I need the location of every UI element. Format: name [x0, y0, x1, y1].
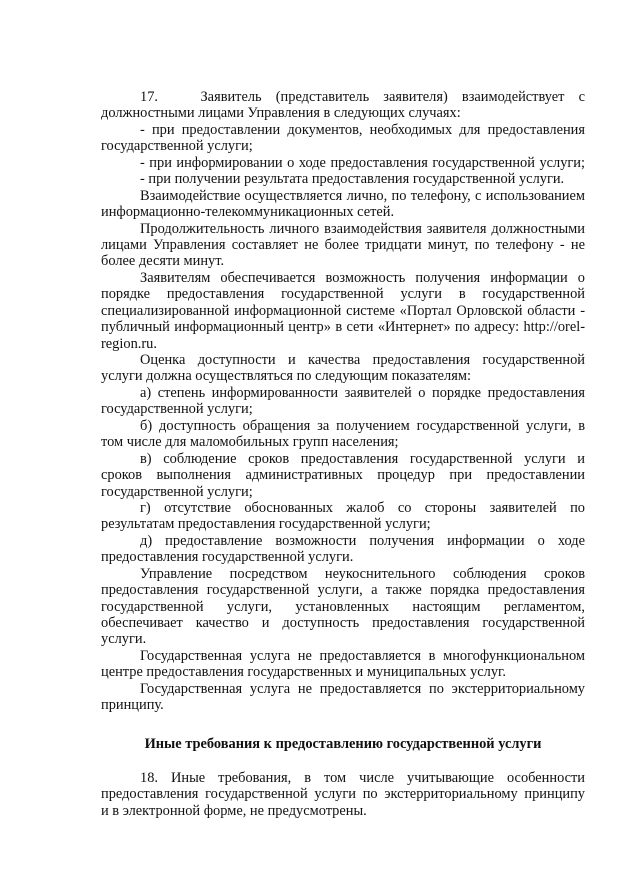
section-17-line: принципу. — [101, 697, 164, 714]
section-17-body — [101, 89, 585, 714]
section-17-line: Государственная услуга не предоставляется в многофункциональном — [140, 647, 585, 664]
section-17-line: - при предоставлении документов, необходимых для предоставления — [140, 121, 585, 138]
section-17-line: специализированной информационной системе «Портал Орловской области - — [101, 302, 585, 319]
section-17-line: Государственная услуга не предоставляется по экстерриториальному — [140, 680, 585, 697]
section-17-line: государственной услуги; — [101, 401, 253, 418]
section-17-line: а) степень информированности заявителей о порядке предоставления — [140, 384, 585, 401]
section-17-line: Продолжительность личного взаимодействия заявителя должностными — [140, 220, 585, 237]
section-17-line: должностными лицами Управления в следующих случаях: — [101, 105, 461, 122]
section-17-line: 17. Заявитель (представитель заявителя) взаимодействует с — [140, 89, 585, 105]
section-18-body — [101, 770, 585, 819]
section-17-line: Взаимодействие осуществляется лично, по телефону, с использованием — [140, 187, 585, 204]
section-17-line: государственной услуги, установленных настоящим регламентом, — [101, 598, 585, 615]
section-17-line: центре предоставления государственных и муниципальных услуг. — [101, 664, 506, 681]
section-17-line: предоставления государственной услуги. — [101, 549, 354, 566]
section-17-line: в) соблюдение сроков предоставления государственной услуги и — [140, 450, 585, 467]
section-17-line: услуги. — [101, 631, 147, 648]
section-17-line: предоставления государственной услуги, а также порядка предоставления — [101, 582, 585, 599]
section-17-line: более десяти минут. — [101, 253, 225, 270]
section-18-line: 18. Иные требования, в том числе учитывающие особенности — [140, 770, 585, 786]
section-17-line: обеспечивает качество и доступность предоставления государственной — [101, 615, 585, 631]
section-17-line: публичный информационный центр» в сети «Интернет» по адресу: http://orel- — [101, 319, 585, 336]
section-17-line: г) отсутствие обоснованных жалоб со стороны заявителей по — [140, 499, 585, 516]
section-17-line: - при информировании о ходе предоставления государственной услуги; — [140, 154, 585, 171]
section-17-line: сроков выполнения административных процедур при предоставлении — [101, 467, 585, 484]
section-17-line: государственной услуги; — [101, 138, 253, 155]
section-17-line: д) предоставление возможности получения информации о ходе — [140, 532, 585, 549]
section-17-line: - при получении результата предоставления государственной услуги. — [140, 171, 565, 188]
section-18-line: и в электронной форме, не предусмотрены. — [101, 802, 367, 819]
section-17-line: государственной услуги; — [101, 483, 253, 500]
section-17-line: Оценка доступности и качества предоставления государственной — [140, 352, 585, 368]
section-17-line: б) доступность обращения за получением государственной услуги, в — [140, 417, 585, 434]
section-17-line: информационно-телекоммуникационных сетей. — [101, 204, 395, 221]
section-17-line: Заявителям обеспечивается возможность получения информации о — [140, 269, 585, 286]
section-heading: Иные требования к предоставлению государственной услуги — [144, 736, 542, 752]
section-17-line: результатам предоставления государственной услуги; — [101, 516, 431, 533]
section-17-line: Управление посредством неукоснительного соблюдения сроков — [140, 565, 585, 582]
section-17-line: том числе для маломобильных групп населения; — [101, 434, 399, 451]
section-17-line: услуги должна осуществляться по следующим показателям: — [101, 368, 471, 385]
section-17-line: лицами Управления составляет не более тридцати минут, по телефону - не — [101, 236, 585, 253]
section-17-line: region.ru. — [101, 335, 157, 352]
section-18-line: предоставления государственной услуги по экстерриториальному принципу — [101, 786, 585, 803]
section-17-line: порядке предоставления государственной услуги в государственной — [101, 286, 585, 303]
